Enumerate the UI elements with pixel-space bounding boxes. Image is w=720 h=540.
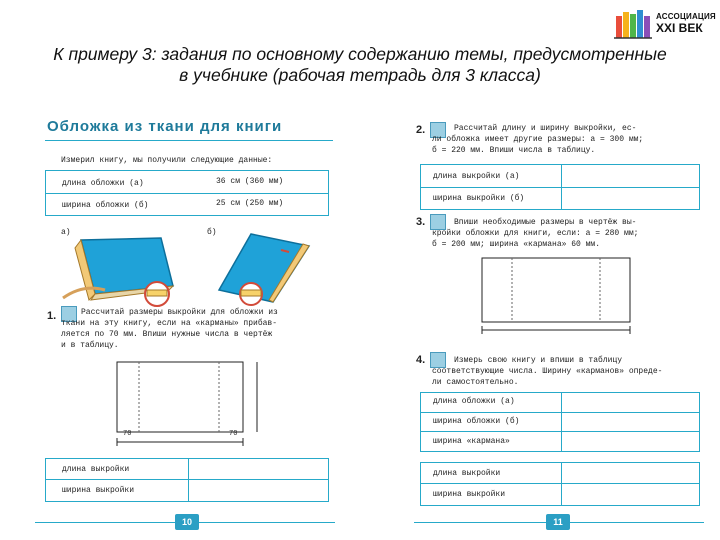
left-result-table <box>45 458 329 502</box>
logo-text-2: XXI ВЕК <box>656 21 703 35</box>
task-4-line-2: соответствующие числа. Ширину «карманов» опреде- <box>432 367 663 376</box>
task-4-number: 4. <box>416 354 426 366</box>
task-3-line-3: б = 200 мм; ширина «кармана» 60 мм. <box>432 240 601 249</box>
pencil-icon <box>430 352 446 368</box>
pattern-drawing <box>111 358 271 454</box>
left-page-number: 10 <box>175 514 199 530</box>
table-column-divider <box>188 459 189 501</box>
logo-text-1: АССОЦИАЦИЯ <box>656 12 716 21</box>
left-page-heading: Обложка из ткани для книги <box>47 118 283 135</box>
right-result-table <box>420 462 700 506</box>
task-4-row-3: ширина «кармана» <box>433 437 510 446</box>
task-1-line-1: Рассчитай размеры выкройки для обложки из <box>81 308 278 317</box>
slide-title-line-1: К примеру 3: задания по основному содержанию темы, предусмотренные <box>53 44 667 64</box>
task-1-number: 1. <box>47 310 57 322</box>
task-3-pattern-drawing <box>474 254 644 338</box>
task-4-table <box>420 392 700 452</box>
left-result-row-2: ширина выкройки <box>62 486 135 495</box>
measure-row-2-value: 25 см (250 мм) <box>216 199 284 208</box>
task-4-line-3: ли самостоятельно. <box>432 378 519 387</box>
task-1-line-2: ткани на эту книгу, если на «карманы» прибав- <box>61 319 278 328</box>
figure-a-label: а) <box>61 228 71 237</box>
task-2-line-2: ли обложка имеет другие размеры: а = 300 мм; <box>432 135 644 144</box>
task-2-line-1: Рассчитай длину и ширину выкройки, ес- <box>454 124 637 133</box>
measure-row-1-value: 36 см (360 мм) <box>216 177 284 186</box>
pocket-dim-right: 70 <box>229 430 238 438</box>
table-divider <box>421 483 699 484</box>
intro-text: Измерил книгу, мы получили следующие данные: <box>61 156 273 165</box>
measurement-table <box>45 170 329 216</box>
left-workbook-page <box>35 112 335 537</box>
task-1-line-3: ляется по 70 мм. Впиши нужные числа в чертёж <box>61 330 273 339</box>
left-result-row-1: длина выкройки <box>62 465 130 474</box>
task-2-table <box>420 164 700 210</box>
measure-row-2-label: ширина обложки (б) <box>62 201 149 210</box>
heading-underline <box>45 140 333 141</box>
pencil-icon <box>430 214 446 230</box>
table-column-divider <box>561 463 562 505</box>
book-figure-a <box>61 230 201 310</box>
table-divider <box>46 193 328 194</box>
task-4-row-1: длина обложки (а) <box>433 397 515 406</box>
task-2-line-3: б = 220 мм. Впиши числа в таблицу. <box>432 146 596 155</box>
task-3-number: 3. <box>416 216 426 228</box>
right-workbook-page <box>414 112 704 537</box>
task-4-row-2: ширина обложки (б) <box>433 417 520 426</box>
table-column-divider <box>561 393 562 451</box>
table-divider <box>46 479 328 480</box>
figure-b-label: б) <box>207 228 217 237</box>
table-divider <box>421 187 699 188</box>
table-divider <box>421 431 699 432</box>
table-divider <box>421 412 699 413</box>
task-3-line-1: Впиши необходимые размеры в чертёж вы- <box>454 218 637 227</box>
books-logo-icon <box>612 4 656 42</box>
task-4-line-1: Измерь свою книгу и впиши в таблицу <box>454 356 623 365</box>
pocket-dim-left: 70 <box>123 430 132 438</box>
table-column-divider <box>561 165 562 209</box>
task-2-number: 2. <box>416 124 426 136</box>
book-figure-b <box>211 228 321 310</box>
task-2-row-2: ширина выкройки (б) <box>433 194 525 203</box>
right-result-row-1: длина выкройки <box>433 469 501 478</box>
task-1-line-4: и в таблицу. <box>61 341 119 350</box>
task-2-row-1: длина выкройки (а) <box>433 172 520 181</box>
slide-title-line-2: в учебнике (рабочая тетрадь для 3 класса) <box>179 65 541 85</box>
measure-row-1-label: длина обложки (а) <box>62 179 144 188</box>
right-result-row-2: ширина выкройки <box>433 490 506 499</box>
task-3-line-2: кройки обложки для книги, если: а = 280 мм; <box>432 229 639 238</box>
slide-title <box>10 44 710 86</box>
right-page-number: 11 <box>546 514 570 530</box>
